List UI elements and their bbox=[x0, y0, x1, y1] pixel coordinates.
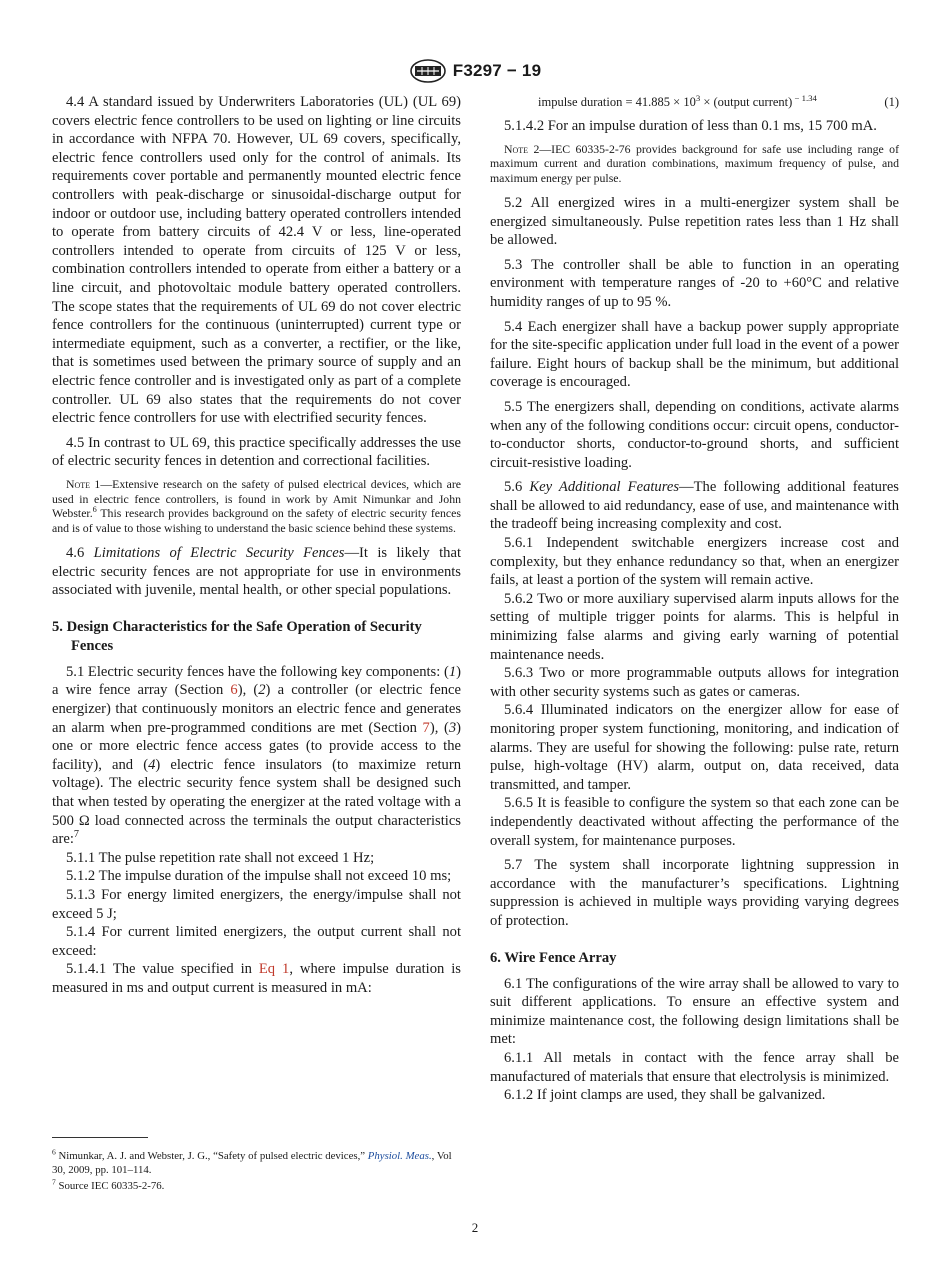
paragraph-6-1-2: 6.1.2 If joint clamps are used, they shall be galvanized. bbox=[504, 1087, 826, 1104]
footnote-ref-7[interactable]: 7 bbox=[73, 829, 79, 841]
standard-designation: F3297 − 19 bbox=[452, 61, 542, 80]
eq-1-link[interactable]: Eq 1 bbox=[258, 961, 290, 978]
paragraph-5-1-4-2: 5.1.4.2 For an impulse duration of less than 0.1 ms, 15 700 mA. bbox=[504, 118, 877, 134]
note-1-label: Note 1 bbox=[66, 476, 101, 491]
paragraph-5-1-3: 5.1.3 For energy limited energizers, the energy/impulse shall not exceed 5 J; bbox=[52, 886, 461, 922]
paragraph-5-6-3: 5.6.3 Two or more programmable outputs allows for integration with other security systems such as gates or cameras. bbox=[490, 665, 899, 700]
paragraph-5-5: 5.5 The energizers shall, depending on conditions, activate alarms when any of the following conditions occur: circuit opens, conductor-to-conductor shorts, conductor-to-ground shorts, and sufficient circuit-resistive loading. bbox=[490, 398, 899, 471]
paragraph-5-1-2: 5.1.2 The impulse duration of the impulse shall not exceed 10 ms; bbox=[66, 868, 452, 885]
paragraph-6-1: 6.1 The configurations of the wire array shall be allowed to vary to suit different applications. To ensure an effective system and minimize maintenance cost, the following design limitations shall be met: bbox=[490, 975, 899, 1048]
paragraph-5-6-4: 5.6.4 Illuminated indicators on the energizer allow for ease of monitoring proper system functioning, monitoring, and indication of alarms. They are useful for showing the following: pulse rate, return pulse, high-voltage (HV) alarm, output on, data received, data transmitted, and tamper. bbox=[490, 702, 899, 793]
footnote-6: $^6$ Nimunkar, A. J. and Webster, J. G., “Safety of pulsed electric devices,” Physiol. Meas., Vol 30, 2009, pp. 101–114. bbox=[52, 1147, 452, 1177]
paragraph-5-6: 5.6 Key Additional Features—The following additional features shall be allowed to aid redundancy, ease of use, and maintenance with the tradeoff being increasing complexity and cost. bbox=[490, 479, 899, 533]
left-column bbox=[52, 93, 461, 998]
equation-1 bbox=[490, 93, 899, 111]
paragraph-6-1-1: 6.1.1 All metals in contact with the fence array shall be manufactured of materials that ensure that electrolysis is minimized. bbox=[490, 1049, 899, 1085]
section-7-link[interactable]: 7 bbox=[422, 719, 430, 736]
note-2-label: Note 2 bbox=[504, 141, 540, 156]
paragraph-5-2: 5.2 All energized wires in a multi-energizer system shall be energized simultaneously. Pulse repetition rates less than 1 Hz shall be allowed. bbox=[490, 194, 899, 249]
paragraph-4-4: 4.4 A standard issued by Underwriters Laboratories (UL) (UL 69) covers electric fence controllers to be used on lighting or line circuits in accordance with NFPA 70. However, UL 69 covers, specifically, electric fence controllers used only for the control of animals. Its requirements cover portable and permanently mounted electric fence controllers with peak-discharge or sinusoidal-discharge output for indoor or outdoor use, including battery operated controllers intended to operate from battery circuits of 42.4 V or less, line-operated controllers intended to operate from circuits of 125 V or less, combination controllers intended to operate from either a battery or a line circuit, and photovoltaic module battery operated controllers. The scope states that the requirements of UL 69 do not cover electric fence controllers for the continuous (uninterrupted) current type or intermediate equipment, such as a converter, a rectifier, or the like, that is sometimes used between the primary source of supply and an electric fence controller and is investigated only as part of a complete controller. UL 69 also states that the requirements do not cover electric fence controllers for use with electrified security fences. bbox=[52, 94, 461, 427]
paragraph-5-1-4: 5.1.4 For current limited energizers, the output current shall not exceed: bbox=[52, 924, 461, 959]
paragraph-5-6-5: 5.6.5 It is feasible to configure the system so that each zone can be independently deactivated without affecting the performance of the overall system, for maintenance purposes. bbox=[490, 795, 899, 849]
page-header bbox=[0, 58, 950, 84]
paragraph-5-4: 5.4 Each energizer shall have a backup power supply appropriate for the site-specific application under full load in the event of a power failure. Eight hours of backup shall be the minimum, but additional coverage is encouraged. bbox=[490, 318, 899, 391]
astm-logo-icon bbox=[409, 59, 447, 83]
paragraph-5-7: 5.7 The system shall incorporate lightning suppression in accordance with the manufacturer’s specifications. Lightning suppression is achieved in multiple ways providing varying degrees of protection. bbox=[490, 857, 899, 929]
paragraph-4-6: 4.6 Limitations of Electric Security Fences—It is likely that electric security fences are not appropriate for use in environments associated with juvenile, mental health, or other special populations. bbox=[52, 545, 461, 599]
equation-number: (1) bbox=[884, 95, 899, 109]
journal-link[interactable]: Physiol. Meas. bbox=[367, 1150, 432, 1162]
section-6-link[interactable]: 6 bbox=[230, 682, 238, 699]
section-6-heading: 6. Wire Fence Array bbox=[490, 949, 617, 966]
note-2: Note 2—IEC 60335-2-76 provides background for safe use including range of maximum current and duration combinations, maximum frequency of pulse, and maximum energy per pulse. bbox=[490, 141, 900, 186]
note-1: Note 1—Extensive research on the safety of pulsed electrical devices, which are used in electric fence controllers, is found in work by Amit Nimunkar and John Webster.$^6$ This research provides background on the safety of electric security fences and is of value to those wishing to understand the basic science behind these systems. bbox=[52, 476, 462, 536]
section-5-heading: 5. Design Characteristics for the Safe Operation of Security Fences bbox=[52, 618, 422, 654]
paragraph-4-5: 4.5 In contrast to UL 69, this practice specifically addresses the use of electric security fences in detention and correctional facilities. bbox=[52, 434, 461, 470]
right-column bbox=[490, 93, 899, 1105]
footnote-7: $^7$ Source IEC 60335-2-76. bbox=[52, 1177, 165, 1192]
page-number: 2 bbox=[471, 1220, 479, 1235]
paragraph-5-1-4-1: 5.1.4.1 The value specified in Eq 1, where impulse duration is measured in ms and output current is measured in mA: bbox=[52, 961, 461, 996]
paragraph-5-6-1: 5.6.1 Independent switchable energizers increase cost and complexity, but they enhance redundancy so that, when an energizer fails, at least a portion of the system will remain active. bbox=[490, 535, 899, 589]
equation-expression: impulse duration = $41.885 \times 10^3$ × (output current) $^{- 1.34}$ bbox=[538, 92, 817, 109]
paragraph-5-6-2: 5.6.2 Two or more auxiliary supervised alarm inputs allows for the setting of multiple trigger points for alarms. This is helpful in minimizing false alarms and giving early warning of potential maintenance needs. bbox=[490, 590, 899, 663]
paragraph-5-1: 5.1 Electric security fences have the following key components: (1) a wire fence array (Section 6), (2) a controller (or electric fence energizer) that continuously monitors an electric fence and generates an alarm when pre-programmed conditions are met (Section 7), (3) one or more electric fence access gates (to provide access to the facility), and (4) electric fence insulators (to maximize return voltage). The electric security fence system shall be designed such that when tested by operating the energizer at the rated voltage with a 500 Ω load connected across the terminals the output characteristics are:$^7$ bbox=[52, 663, 461, 848]
paragraph-5-1-1: 5.1.1 The pulse repetition rate shall not exceed 1 Hz; bbox=[66, 849, 375, 866]
paragraph-5-3: 5.3 The controller shall be able to function in an operating environment with temperature ranges of -20 to +60°C and relative humidity ranges of up to 95 %. bbox=[490, 256, 899, 310]
footnote-divider bbox=[52, 1137, 148, 1138]
footnote-ref-6[interactable]: 6 bbox=[92, 505, 97, 515]
